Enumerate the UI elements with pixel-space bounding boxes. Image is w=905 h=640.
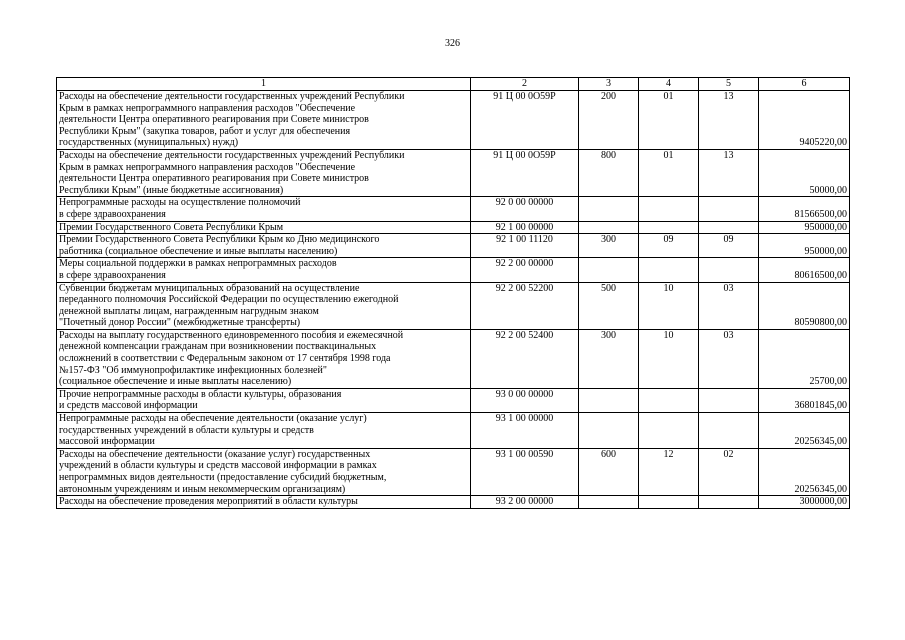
expense-type-cell: 300 bbox=[579, 329, 639, 388]
table-row bbox=[57, 282, 850, 329]
budget-code-cell: 91 Ц 00 0О59Р bbox=[471, 149, 579, 196]
budget-code-cell: 92 0 00 00000 bbox=[471, 197, 579, 221]
expense-name-cell: Расходы на обеспечение проведения мероприятий в области культуры bbox=[57, 496, 471, 509]
amount-cell: 80590800,00 bbox=[759, 282, 850, 329]
table-row bbox=[57, 258, 850, 282]
amount-cell: 80616500,00 bbox=[759, 258, 850, 282]
column-header: 4 bbox=[639, 78, 699, 91]
section-cell bbox=[639, 388, 699, 412]
expense-type-cell bbox=[579, 197, 639, 221]
header-row bbox=[57, 78, 850, 91]
expense-type-cell: 200 bbox=[579, 91, 639, 150]
budget-code-cell: 92 1 00 00000 bbox=[471, 221, 579, 234]
amount-cell: 20256345,00 bbox=[759, 448, 850, 495]
expense-name-cell: Расходы на обеспечение деятельности (оказание услуг) государственных учреждений в области культуры и средств массовой информации в рамках непрограммных видов деятельности (предоставление субсидий бюджетным, автономным учреждениям и иным некоммерческим организациям) bbox=[57, 448, 471, 495]
table-row bbox=[57, 91, 850, 150]
expense-name-cell: Премии Государственного Совета Республики Крым ко Дню медицинского работника (социальное обеспечение и иные выплаты населению) bbox=[57, 234, 471, 258]
subsection-cell: 09 bbox=[699, 234, 759, 258]
column-header: 3 bbox=[579, 78, 639, 91]
expense-name-cell: Расходы на обеспечение деятельности государственных учреждений Республики Крым в рамках непрограммного направления расходов "Обеспечение деятельности Центра оперативного реагирования при Совете министров Республики Крым" (иные бюджетные ассигнования) bbox=[57, 149, 471, 196]
column-header: 6 bbox=[759, 78, 850, 91]
section-cell bbox=[639, 221, 699, 234]
amount-cell: 25700,00 bbox=[759, 329, 850, 388]
expense-name-cell: Расходы на выплату государственного единовременного пособия и ежемесячной денежной компенсации гражданам при возникновении поствакцинальных осложнений в соответствии с Федеральным законом от 17 сентября 1998 года №157-ФЗ "Об иммунопрофилактике инфекционных болезней" (социальное обеспечение и иные выплаты населению) bbox=[57, 329, 471, 388]
expense-type-cell bbox=[579, 413, 639, 449]
section-cell: 01 bbox=[639, 149, 699, 196]
expense-type-cell bbox=[579, 221, 639, 234]
expense-type-cell bbox=[579, 258, 639, 282]
subsection-cell bbox=[699, 413, 759, 449]
budget-code-cell: 93 1 00 00000 bbox=[471, 413, 579, 449]
column-header: 1 bbox=[57, 78, 471, 91]
subsection-cell bbox=[699, 496, 759, 509]
expense-name-cell: Премии Государственного Совета Республики Крым bbox=[57, 221, 471, 234]
table-row bbox=[57, 234, 850, 258]
amount-cell: 3000000,00 bbox=[759, 496, 850, 509]
expense-name-cell: Субвенции бюджетам муниципальных образований на осуществление переданного полномочия Российской Федерации по осуществлению ежегодной денежной выплаты лицам, награжденным нагрудным знаком "Почетный донор России" (межбюджетные трансферты) bbox=[57, 282, 471, 329]
subsection-cell bbox=[699, 197, 759, 221]
table-row bbox=[57, 221, 850, 234]
expense-name-cell: Расходы на обеспечение деятельности государственных учреждений Республики Крым в рамках непрограммного направления расходов "Обеспечение деятельности Центра оперативного реагирования при Совете министров Республики Крым" (закупка товаров, работ и услуг для обеспечения государственных (муниципальных) нужд) bbox=[57, 91, 471, 150]
table-row bbox=[57, 448, 850, 495]
expense-name-cell: Непрограммные расходы на осуществление полномочий в сфере здравоохранения bbox=[57, 197, 471, 221]
budget-table bbox=[56, 77, 850, 509]
table-row bbox=[57, 329, 850, 388]
section-cell bbox=[639, 413, 699, 449]
section-cell: 10 bbox=[639, 282, 699, 329]
expense-name-cell: Меры социальной поддержки в рамках непрограммных расходов в сфере здравоохранения bbox=[57, 258, 471, 282]
section-cell: 01 bbox=[639, 91, 699, 150]
section-cell: 09 bbox=[639, 234, 699, 258]
subsection-cell: 02 bbox=[699, 448, 759, 495]
expense-type-cell bbox=[579, 496, 639, 509]
budget-code-cell: 92 2 00 52200 bbox=[471, 282, 579, 329]
subsection-cell bbox=[699, 258, 759, 282]
budget-code-cell: 93 1 00 00590 bbox=[471, 448, 579, 495]
section-cell: 12 bbox=[639, 448, 699, 495]
column-header: 2 bbox=[471, 78, 579, 91]
section-cell bbox=[639, 258, 699, 282]
budget-code-cell: 91 Ц 00 0О59Р bbox=[471, 91, 579, 150]
section-cell: 10 bbox=[639, 329, 699, 388]
section-cell bbox=[639, 496, 699, 509]
subsection-cell: 13 bbox=[699, 149, 759, 196]
expense-name-cell: Прочие непрограммные расходы в области культуры, образования и средств массовой информации bbox=[57, 388, 471, 412]
expense-type-cell bbox=[579, 388, 639, 412]
budget-code-cell: 92 2 00 52400 bbox=[471, 329, 579, 388]
table-row bbox=[57, 197, 850, 221]
amount-cell: 50000,00 bbox=[759, 149, 850, 196]
amount-cell: 9405220,00 bbox=[759, 91, 850, 150]
table-row bbox=[57, 388, 850, 412]
section-cell bbox=[639, 197, 699, 221]
subsection-cell: 13 bbox=[699, 91, 759, 150]
budget-code-cell: 92 1 00 11120 bbox=[471, 234, 579, 258]
amount-cell: 20256345,00 bbox=[759, 413, 850, 449]
budget-code-cell: 93 0 00 00000 bbox=[471, 388, 579, 412]
expense-type-cell: 600 bbox=[579, 448, 639, 495]
amount-cell: 950000,00 bbox=[759, 221, 850, 234]
column-header: 5 bbox=[699, 78, 759, 91]
subsection-cell: 03 bbox=[699, 329, 759, 388]
table-row bbox=[57, 149, 850, 196]
budget-code-cell: 93 2 00 00000 bbox=[471, 496, 579, 509]
subsection-cell bbox=[699, 388, 759, 412]
amount-cell: 950000,00 bbox=[759, 234, 850, 258]
subsection-cell: 03 bbox=[699, 282, 759, 329]
expense-type-cell: 500 bbox=[579, 282, 639, 329]
subsection-cell bbox=[699, 221, 759, 234]
amount-cell: 81566500,00 bbox=[759, 197, 850, 221]
expense-type-cell: 300 bbox=[579, 234, 639, 258]
page-number: 326 bbox=[445, 38, 460, 49]
expense-type-cell: 800 bbox=[579, 149, 639, 196]
table-row bbox=[57, 496, 850, 509]
budget-code-cell: 92 2 00 00000 bbox=[471, 258, 579, 282]
table-row bbox=[57, 413, 850, 449]
amount-cell: 36801845,00 bbox=[759, 388, 850, 412]
expense-name-cell: Непрограммные расходы на обеспечение деятельности (оказание услуг) государственных учреждений в области культуры и средств массовой информации bbox=[57, 413, 471, 449]
